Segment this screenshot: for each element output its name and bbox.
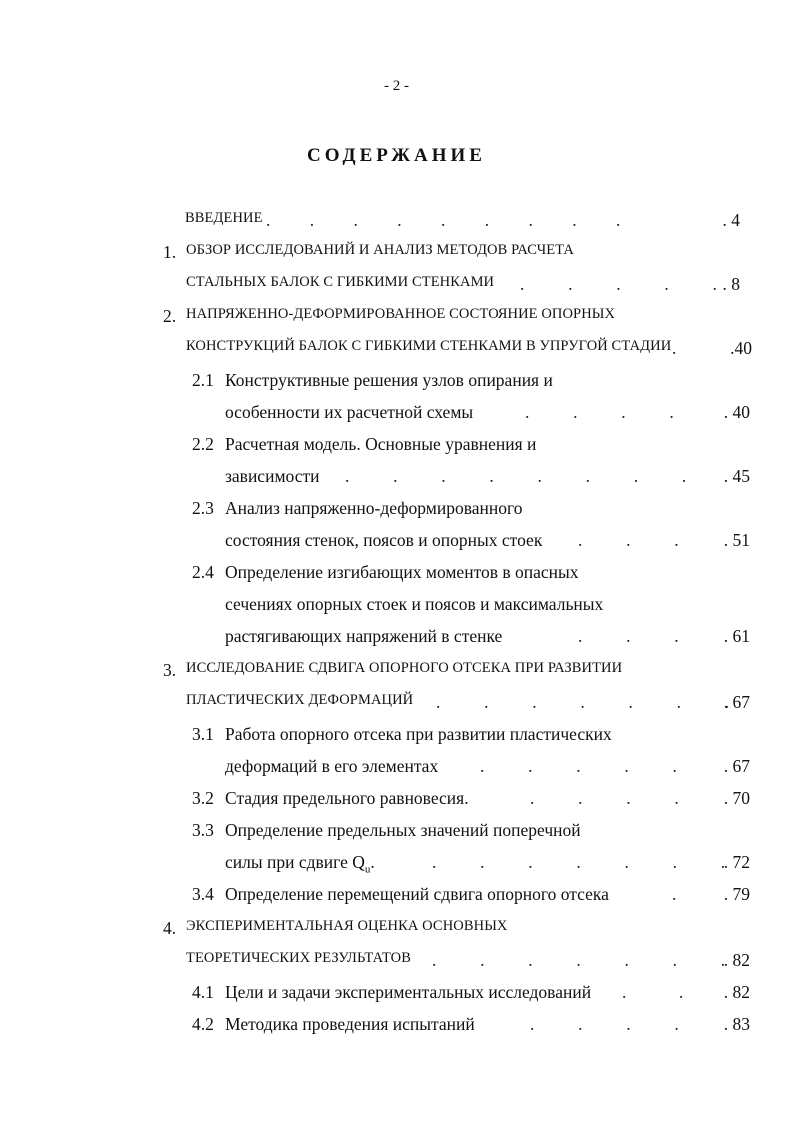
toc-section-number: 3. (163, 660, 177, 680)
toc-entry-section-3-3-cont[interactable] (0, 852, 793, 880)
toc-entry-section-2-3-cont[interactable] (0, 530, 793, 558)
toc-entry-title: Определение изгибающих моментов в опасных (225, 562, 579, 582)
toc-page-number: . 61 (723, 626, 750, 646)
toc-entry-section-3-2[interactable] (0, 788, 793, 816)
toc-entry-section-4[interactable] (0, 918, 793, 946)
toc-entry-section-1[interactable] (0, 242, 793, 270)
toc-entry-section-3[interactable] (0, 660, 793, 688)
toc-leader: . . . . (525, 402, 674, 422)
page-number: - 2 - (384, 78, 409, 94)
toc-entry-section-2-4-cont[interactable] (0, 594, 793, 622)
toc-section-number: 4.1 (192, 982, 214, 1002)
toc-leader: . . (622, 982, 684, 1002)
toc-section-number: 3.2 (192, 788, 214, 808)
toc-entry-section-4-2[interactable] (0, 1014, 793, 1042)
toc-entry-title-cont: особенности их расчетной схемы (225, 402, 474, 422)
toc-entry-title: Работа опорного отсека при развитии пластических (225, 724, 612, 744)
toc-page-number: . 67 (723, 692, 750, 712)
toc-entry-title: Определение перемещений сдвига опорного отсека (225, 884, 609, 904)
toc-section-number: 2.4 (192, 562, 214, 582)
toc-leader: . . . (578, 530, 679, 550)
toc-entry-section-3-1[interactable] (0, 724, 793, 752)
toc-entry-section-2[interactable] (0, 306, 793, 334)
toc-leader: . (672, 338, 677, 358)
toc-entry-title: Анализ напряженно-деформированного (225, 498, 523, 518)
toc-leader: . (672, 884, 677, 904)
toc-section-number: 2. (163, 306, 177, 326)
toc-entry-section-1-cont[interactable] (0, 274, 793, 302)
toc-entry-section-2-4[interactable] (0, 562, 793, 590)
subscript-u: u (364, 863, 371, 876)
toc-entry-section-3-4[interactable] (0, 884, 793, 912)
toc-page-number: . 8 (722, 274, 740, 294)
toc-entry-section-4-cont[interactable] (0, 950, 793, 978)
toc-entry-title-cont: ПЛАСТИЧЕСКИХ ДЕФОРМАЦИЙ (186, 692, 414, 708)
toc-entry-title-cont: состояния стенок, поясов и опорных стоек (225, 530, 543, 550)
toc-entry-title-cont: КОНСТРУКЦИЙ БАЛОК С ГИБКИМИ СТЕНКАМИ В УПРУГОЙ СТАДИИ (186, 338, 672, 354)
toc-page-number: . 4 (722, 210, 740, 230)
toc-entry-title-cont: сечениях опорных стоек и поясов и максимальных (225, 594, 604, 614)
toc-section-number: 3.4 (192, 884, 214, 904)
toc-entry-title: Цели и задачи экспериментальных исследований (225, 982, 592, 1002)
toc-leader: . . . . . . . . (345, 466, 687, 486)
toc-entry-section-2-4-cont2[interactable] (0, 626, 793, 654)
toc-entry-title-cont: растягивающих напряжений в стенке (225, 626, 503, 646)
toc-page-number: . 83 (723, 1014, 750, 1034)
toc-entry-title: Расчетная модель. Основные уравнения и (225, 434, 537, 454)
toc-leader: . . . . (530, 788, 679, 808)
toc-entry-section-3-1-cont[interactable] (0, 756, 793, 784)
page-title: СОДЕРЖАНИЕ (307, 145, 486, 166)
toc-page-number: . 45 (723, 466, 750, 486)
toc-page-number: . 79 (723, 884, 750, 904)
toc-entry-section-3-3[interactable] (0, 820, 793, 848)
toc-entry-title-cont: деформаций в его элементах (225, 756, 439, 776)
toc-entry-section-2-3[interactable] (0, 498, 793, 526)
toc-page-number: . 82 (723, 950, 750, 970)
toc-page-number: . 51 (723, 530, 750, 550)
toc-section-number: 4.2 (192, 1014, 214, 1034)
toc-leader: . . . . . . . (432, 852, 726, 872)
toc-entry-title-text: силы при сдвиге Q (225, 852, 365, 872)
toc-entry-title: ИССЛЕДОВАНИЕ СДВИГА ОПОРНОГО ОТСЕКА ПРИ РАЗВИТИИ (186, 660, 623, 676)
toc-entry-section-2-2[interactable] (0, 434, 793, 462)
toc-entry-section-2-2-cont[interactable] (0, 466, 793, 494)
toc-page-number: . 82 (723, 982, 750, 1002)
toc-entry-title-cont: зависимости (225, 466, 320, 486)
toc-leader: . . . . . (520, 274, 717, 294)
toc-entry-section-2-1-cont[interactable] (0, 402, 793, 430)
toc-entry-title: Конструктивные решения узлов опирания и (225, 370, 553, 390)
toc-entry-title-cont: ТЕОРЕТИЧЕСКИХ РЕЗУЛЬТАТОВ (186, 950, 411, 966)
toc-section-number: 2.2 (192, 434, 214, 454)
toc-leader: . . . . . . . (436, 692, 730, 712)
toc-leader: . . . . . (480, 756, 677, 776)
toc-entry-title: ВВЕДЕНИЕ (185, 210, 263, 226)
toc-entry-section-3-cont[interactable] (0, 692, 793, 720)
toc-page-number: . 72 (723, 852, 750, 872)
toc-inline-dot: . (370, 852, 375, 872)
toc-page-number: . 67 (723, 756, 750, 776)
toc-entry-section-2-cont[interactable] (0, 338, 793, 366)
toc-entry-title-cont (225, 852, 375, 876)
toc-page-number: .40 (730, 338, 752, 358)
toc-page-number: . 40 (723, 402, 750, 422)
toc-section-number: 4. (163, 918, 177, 938)
toc-entry-title: Определение предельных значений поперечной (225, 820, 581, 840)
toc-entry-title: Методика проведения испытаний (225, 1014, 475, 1034)
toc-entry-intro[interactable] (0, 210, 793, 238)
toc-entry-title: ЭКСПЕРИМЕНТАЛЬНАЯ ОЦЕНКА ОСНОВНЫХ (186, 918, 508, 934)
toc-entry-title-cont: СТАЛЬНЫХ БАЛОК С ГИБКИМИ СТЕНКАМИ (186, 274, 495, 290)
toc-leader: . . . . . . . . . (266, 210, 621, 230)
toc-entry-section-4-1[interactable] (0, 982, 793, 1010)
toc-section-number: 3.1 (192, 724, 214, 744)
toc-entry-section-2-1[interactable] (0, 370, 793, 398)
toc-leader: . . . (578, 626, 679, 646)
toc-section-number: 2.1 (192, 370, 214, 390)
toc-leader: . . . . (530, 1014, 679, 1034)
toc-section-number: 2.3 (192, 498, 214, 518)
toc-entry-title: НАПРЯЖЕННО-ДЕФОРМИРОВАННОЕ СОСТОЯНИЕ ОПОРНЫХ (186, 306, 616, 322)
toc-section-number: 1. (163, 242, 177, 262)
toc-section-number: 3.3 (192, 820, 214, 840)
toc-entry-title: ОБЗОР ИССЛЕДОВАНИЙ И АНАЛИЗ МЕТОДОВ РАСЧЕТА (186, 242, 574, 258)
toc-entry-title: Стадия предельного равновесия. (225, 788, 469, 808)
toc-page-number: . 70 (723, 788, 750, 808)
toc-leader: . . . . . . . (432, 950, 726, 970)
